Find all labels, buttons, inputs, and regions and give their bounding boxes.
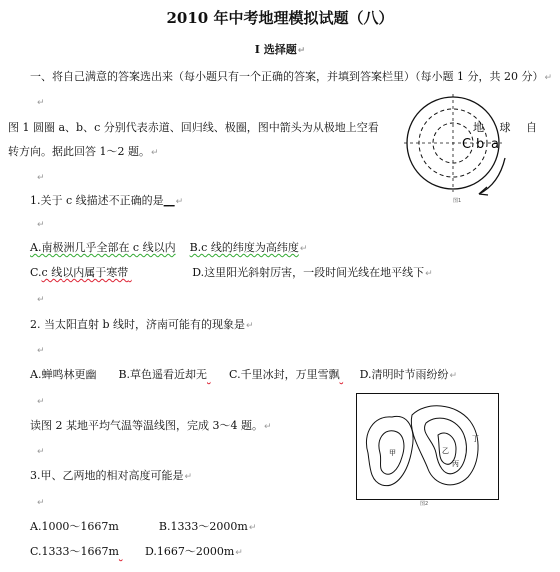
q3-options-row2: C.1333～1667m D.1667～2000m↵ [30, 545, 243, 558]
label-a: a [491, 137, 499, 152]
label-c: C [462, 137, 472, 152]
paragraph-mark: ↵ [37, 447, 45, 457]
q3-option-c[interactable]: C.1333～1667m [30, 545, 119, 558]
paragraph-mark: ↵ [37, 173, 45, 183]
figure-1 [395, 88, 515, 206]
fig2-caption: 图2 [420, 501, 429, 506]
q3-options-row1: A.1000～1667m B.1333～2000m↵ [30, 520, 257, 533]
exam-title: 2010 年中考地理模拟试题（八） [166, 9, 394, 27]
fig2-frame [357, 394, 499, 500]
q2-option-b[interactable]: B.草色遥看近却无 [118, 368, 208, 381]
fig1-intro-line1: 图 1 圆圈 a、b、c 分别代表赤道、回归线、极圈，图中箭头为从极地上空看 [8, 121, 379, 134]
paragraph-mark: ↵ [37, 98, 45, 108]
figure-2 [356, 393, 499, 506]
section-heading: Ⅰ 选择题↵ [254, 43, 306, 56]
paragraph-mark: ↵ [37, 220, 45, 230]
fig2-label-jia: 甲 [389, 449, 396, 457]
instructions: 一、将自己满意的答案选出来（每小题只有一个正确的答案，并填到答案栏里）（每小题 1 分，共 20 分）↵ [30, 70, 553, 83]
rotation-arrow-icon [479, 158, 505, 194]
fig1-intro-line2: 转方向。据此回答 1～2 题。↵ [8, 145, 159, 158]
q1-option-d[interactable]: D.这里阳光斜射厉害，一段时间光线在地平线下 [192, 266, 425, 279]
q2-options-row: A.蝉鸣林更幽 B.草色遥看近却无 C.千里冰封，万里雪飘 D.清明时节雨纷纷↵ [30, 368, 458, 381]
fig2-label-bing: 丙 [452, 460, 459, 468]
q1-option-b[interactable]: B.c 线的纬度为高纬度 [189, 241, 299, 254]
fig2-label-ding: 丁 [472, 435, 479, 443]
paragraph-mark: ↵ [37, 295, 45, 305]
q3-option-b[interactable]: B.1333～2000m [158, 520, 248, 533]
q1-options-row2: C.c 线以内属于寒带 D.这里阳光斜射厉害，一段时间光线在地平线下↵ [30, 266, 433, 279]
q2-option-a[interactable]: A.蝉鸣林更幽 [30, 368, 97, 381]
paragraph-mark: ↵ [37, 346, 45, 356]
q1-option-a[interactable]: A.南极洲几乎全部在 c 线以内 [30, 241, 176, 254]
q2-option-c[interactable]: C.千里冰封，万里雪飘 [229, 368, 340, 381]
q3-option-a[interactable]: A.1000～1667m [30, 520, 119, 533]
q1-option-c[interactable]: C.c 线以内属于寒带 [30, 266, 129, 279]
q1-stem: 1.关于 c 线描述不正确的是__↵ [30, 194, 184, 207]
fig1-intro-line1-tail: 地 球 自 [473, 121, 543, 134]
label-b: b [476, 137, 485, 152]
q1-options-row1: A.南极洲几乎全部在 c 线以内 B.c 线的纬度为高纬度↵ [30, 241, 308, 254]
fig2-label-yi: 乙 [442, 447, 449, 455]
fig1-caption: 图1 [453, 198, 462, 204]
paragraph-mark: ↵ [37, 397, 45, 407]
q3-option-d[interactable]: D.1667～2000m [144, 545, 235, 558]
fig2-intro: 读图 2 某地平均气温等温线图，完成 3～4 题。↵ [30, 419, 272, 432]
q2-option-d[interactable]: D.清明时节雨纷纷 [359, 368, 449, 381]
q3-stem: 3.甲、乙两地的相对高度可能是↵ [30, 469, 193, 482]
paragraph-mark: ↵ [37, 498, 45, 508]
q2-stem: 2. 当太阳直射 b 线时，济南可能有的现象是↵ [30, 318, 254, 331]
